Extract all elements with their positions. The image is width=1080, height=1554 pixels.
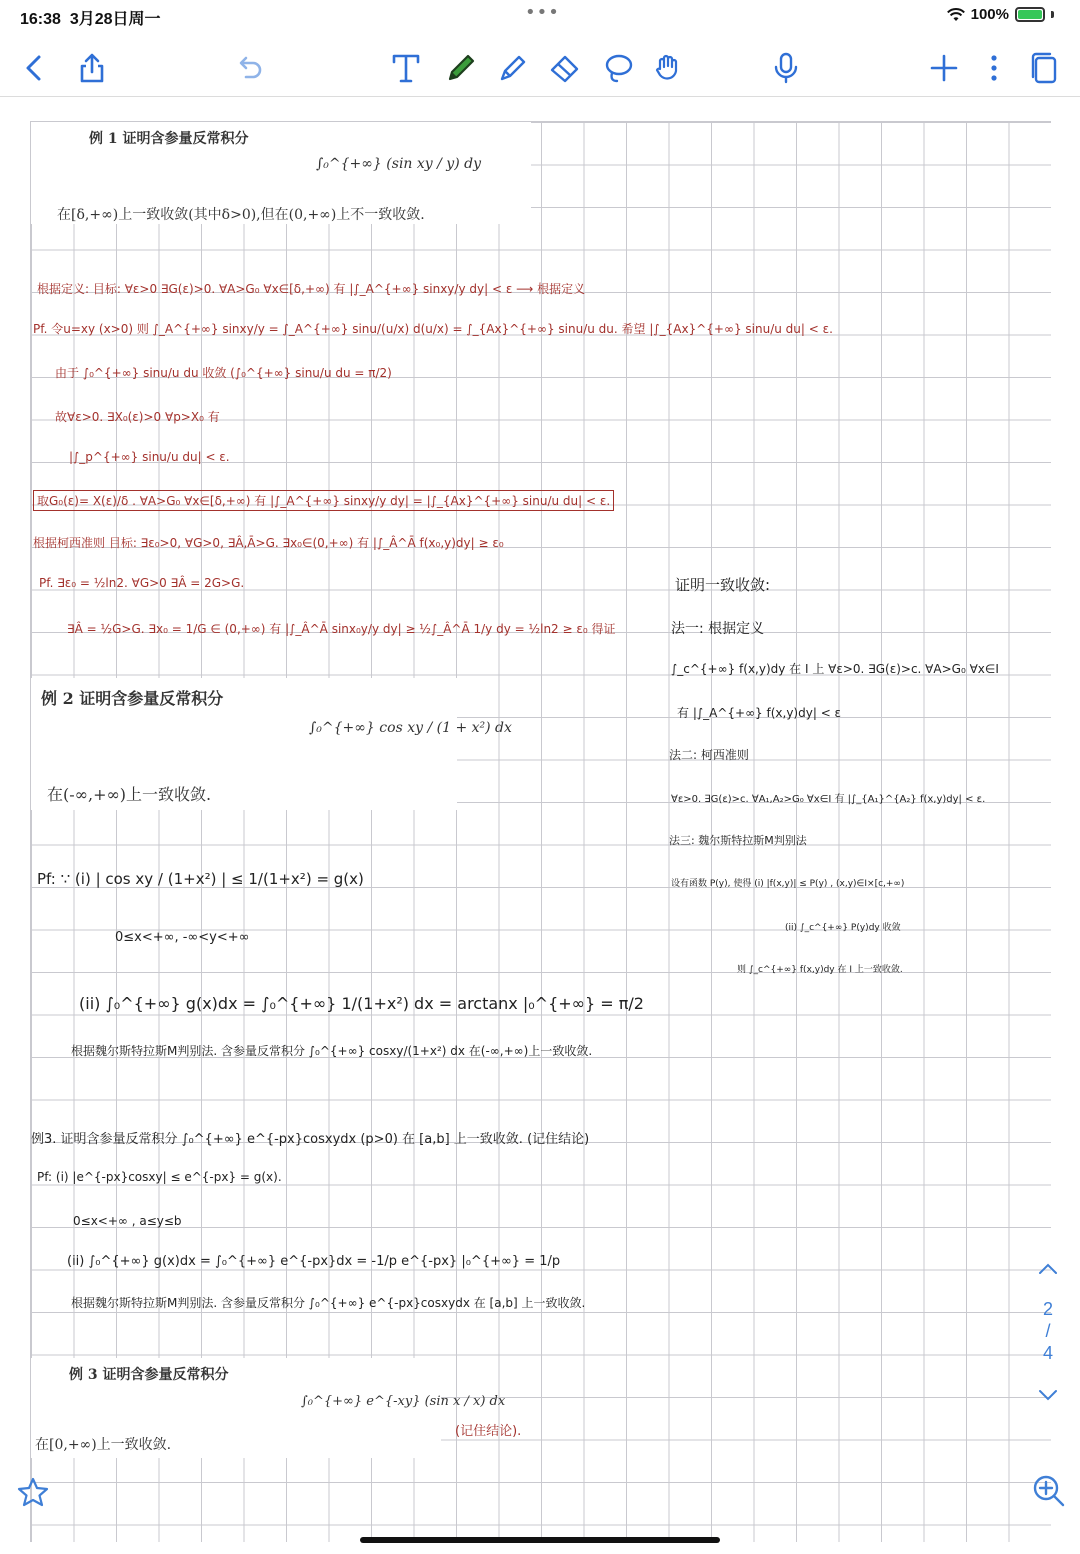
- battery-percent: 100%: [970, 6, 1009, 23]
- example1-title: 例 1 证明含参量反常积分: [89, 131, 249, 147]
- extra-example-line1: 例3. 证明含参量反常积分 ∫₀^{+∞} e^{-px}cosxydx (p>0) 在 [a,b] 上一致收敛. (记住结论): [31, 1132, 590, 1147]
- zoom-in-icon: [1030, 1472, 1068, 1510]
- example2-statement: 在(-∞,+∞)上一致收敛.: [47, 785, 212, 804]
- sidebar-note2: 法一: 根据定义: [671, 621, 765, 637]
- note1-line6: 取G₀(ε)= X(ε)/δ . ∀A>G₀ ∀x∈[δ,+∞) 有 |∫_A^{+∞} sinxy/y dy| = |∫_{Ax}^{+∞} sinu/u du| < ε.: [33, 490, 614, 511]
- note1-line8: Pf. ∃ε₀ = ½ln2. ∀G>0 ∃Â = 2G>G.: [39, 576, 245, 590]
- note1-line1: 根据定义: 目标: ∀ε>0 ∃G(ε)>0. ∀A>G₀ ∀x∈[δ,+∞) 有 |∫_A^{+∞} sinxy/y dy| < ε ⟶ 根据定义: [37, 282, 586, 296]
- page-down-icon[interactable]: [1037, 1388, 1059, 1402]
- example1-formula: ∫₀^{+∞} (sin xy / y) dy: [316, 156, 481, 172]
- text-tool-icon: [389, 51, 423, 85]
- extra-example-line2: Pf: (i) |e^{-px}cosxy| ≤ e^{-px} = g(x).: [37, 1170, 282, 1184]
- multitask-dots[interactable]: •••: [525, 2, 560, 23]
- sidebar-note4: 有 |∫_A^{+∞} f(x,y)dy| < ε: [677, 706, 842, 720]
- pen-tool-button[interactable]: [441, 48, 481, 88]
- battery-icon: [1015, 7, 1045, 22]
- note1-line3: 由于 ∫₀^{+∞} sinu/u du 收敛 (∫₀^{+∞} sinu/u du = π/2): [55, 366, 392, 380]
- note1-line2: Pf. 令u=xy (x>0) 则 ∫_A^{+∞} sinxy/y = ∫_A^{+∞} sinu/(u/x) d(u/x) = ∫_{Ax}^{+∞} sinu/u du. 希望 |∫_{Ax}^{+∞} sinu/u du| < ε.: [33, 322, 833, 336]
- sidebar-note10: 则 ∫_c^{+∞} f(x,y)dy 在 I 上一致收敛.: [737, 965, 903, 975]
- share-button[interactable]: [72, 48, 112, 88]
- status-right: [947, 6, 1054, 23]
- total-pages: 4: [1042, 1343, 1053, 1363]
- example3-title: 例 3 证明含参量反常积分: [69, 1367, 229, 1383]
- eraser-icon: [548, 51, 582, 85]
- wifi-icon: [947, 8, 965, 22]
- note2-line4: 根据魏尔斯特拉斯M判别法. 含参量反常积分 ∫₀^{+∞} cosxy/(1+x²) dx 在(-∞,+∞)上一致收敛.: [71, 1044, 593, 1058]
- sidebar-note5: 法二: 柯西准则: [669, 748, 749, 762]
- sidebar-note1: 证明一致收敛:: [675, 576, 771, 594]
- more-button[interactable]: [974, 48, 1014, 88]
- more-icon: [977, 51, 1011, 85]
- pages-button[interactable]: [1024, 48, 1064, 88]
- add-icon: [927, 51, 961, 85]
- lasso-icon: [601, 51, 635, 85]
- page-navigator: [1028, 1262, 1068, 1422]
- highlighter-tool-button[interactable]: [493, 48, 533, 88]
- share-icon: [75, 51, 109, 85]
- eraser-tool-button[interactable]: [545, 48, 585, 88]
- note1-line7: 根据柯西准则 目标: ∃ε₀>0, ∀G>0, ∃Â,Ā>G. ∃x₀∈(0,+∞) 有 |∫_Â^Ā f(x₀,y)dy| ≥ ε₀: [33, 536, 504, 550]
- status-time: 16:38 3月28日周一: [20, 11, 161, 28]
- hand-gesture-icon: [651, 51, 685, 85]
- lasso-tool-button[interactable]: [598, 48, 638, 88]
- example2-title: 例 2 证明含参量反常积分: [41, 689, 224, 708]
- highlighter-icon: [496, 51, 530, 85]
- sidebar-note3: ∫_c^{+∞} f(x,y)dy 在 I 上 ∀ε>0. ∃G(ε)>c. ∀A>G₀ ∀x∈I: [671, 662, 999, 676]
- undo-icon: [232, 51, 266, 85]
- note-page[interactable]: [30, 121, 1051, 1542]
- microphone-icon: [769, 51, 803, 85]
- toolbar: [0, 38, 1080, 97]
- example2-formula: ∫₀^{+∞} cos xy / (1 + x²) dx: [309, 720, 512, 736]
- star-icon: [14, 1474, 52, 1512]
- extra-example-line5: 根据魏尔斯特拉斯M判别法. 含参量反常积分 ∫₀^{+∞} e^{-px}cosxydx 在 [a,b] 上一致收敛.: [71, 1296, 586, 1310]
- example3-formula: ∫₀^{+∞} e^{-xy} (sin x / x) dx: [301, 1394, 506, 1409]
- page-separator: /: [1045, 1321, 1051, 1341]
- undo-button[interactable]: [229, 48, 269, 88]
- sidebar-note7: 法三: 魏尔斯特拉斯M判别法: [669, 834, 807, 847]
- note1-line5: |∫_p^{+∞} sinu/u du| < ε.: [69, 450, 230, 464]
- page-up-icon[interactable]: [1037, 1262, 1059, 1276]
- sidebar-note8: 设有函数 P(y), 使得 (i) |f(x,y)| ≤ P(y) , (x,y)∈I×[c,+∞): [671, 879, 905, 889]
- note1-line4: 故∀ε>0. ∃X₀(ε)>0 ∀p>X₀ 有: [55, 410, 220, 424]
- zoom-button[interactable]: [1030, 1472, 1068, 1510]
- pen-icon: [444, 51, 478, 85]
- example3-remark: (记住结论).: [455, 1424, 522, 1439]
- extra-example-line4: (ii) ∫₀^{+∞} g(x)dx = ∫₀^{+∞} e^{-px}dx = -1/p e^{-px} |₀^{+∞} = 1/p: [67, 1254, 561, 1269]
- pages-icon: [1027, 51, 1061, 85]
- text-tool-button[interactable]: [386, 48, 426, 88]
- extra-example-line3: 0≤x<+∞ , a≤y≤b: [73, 1214, 182, 1228]
- microphone-button[interactable]: [766, 48, 806, 88]
- note2-line3: (ii) ∫₀^{+∞} g(x)dx = ∫₀^{+∞} 1/(1+x²) dx = arctanx |₀^{+∞} = π/2: [79, 994, 644, 1013]
- favorite-button[interactable]: [14, 1474, 52, 1512]
- example1-statement: 在[δ,+∞)上一致收敛(其中δ>0),但在(0,+∞)上不一致收敛.: [57, 207, 425, 223]
- current-page: 2: [1042, 1299, 1053, 1319]
- note2-line2: 0≤x<+∞, -∞<y<+∞: [115, 930, 250, 945]
- home-indicator[interactable]: [360, 1537, 720, 1543]
- example2-scan: [31, 678, 512, 810]
- status-bar: [0, 0, 1080, 34]
- add-button[interactable]: [924, 48, 964, 88]
- back-chevron-icon: [17, 51, 51, 85]
- example1-scan: [31, 122, 531, 224]
- sidebar-note6: ∀ε>0. ∃G(ε)>c. ∀A₁,A₂>G₀ ∀x∈I 有 |∫_{A₁}^{A₂} f(x,y)dy| < ε.: [671, 794, 986, 805]
- page-indicator: [1043, 1298, 1053, 1364]
- back-button[interactable]: [14, 48, 54, 88]
- note1-line9: ∃Â = ½G>G. ∃x₀ = 1/G ∈ (0,+∞) 有 |∫_Â^Ā sinx₀y/y dy| ≥ ½∫_Â^Ā 1/y dy = ½ln2 ≥ ε₀ 得证: [67, 622, 616, 636]
- example3-statement: 在[0,+∞)上一致收敛.: [35, 1437, 172, 1453]
- sidebar-note9: (ii) ∫_c^{+∞} P(y)dy 收敛: [785, 923, 901, 933]
- note2-line1: Pf: ∵ (i) | cos xy / (1+x²) | ≤ 1/(1+x²) = g(x): [37, 870, 364, 888]
- gesture-tool-button[interactable]: [648, 48, 688, 88]
